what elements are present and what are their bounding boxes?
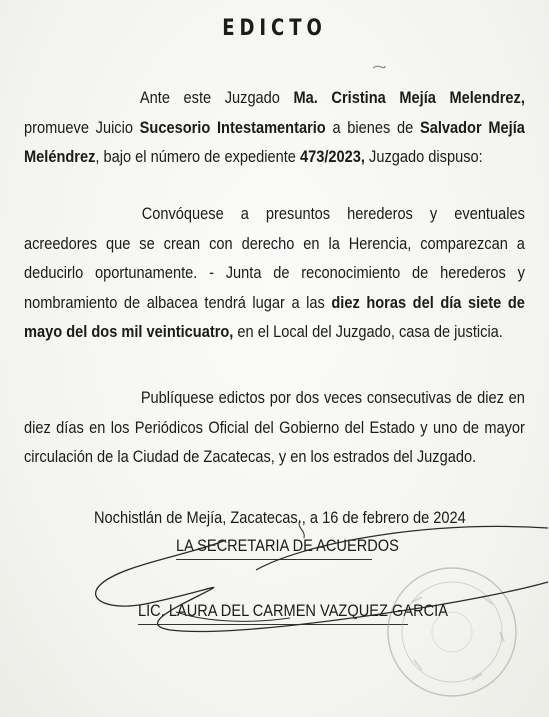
causante-name: Salvador Mejía Meléndrez xyxy=(24,118,525,166)
expediente-number: 473/2023, xyxy=(299,148,365,166)
signer-role: LA SECRETARIA DE ACUERDOS xyxy=(176,537,399,555)
text: Ante este Juzgado xyxy=(139,89,294,107)
juicio-type: Sucesorio Intestamentario xyxy=(139,118,326,137)
hearing-date: diez horas del día siete de mayo del dos mil veinticuatro, xyxy=(24,293,525,341)
text: Juzgado dispuso: xyxy=(364,148,483,166)
place-date: Nochistlán de Mejía, Zacatecas., a 16 de febrero de 2024 xyxy=(94,509,466,527)
text: promueve Juicio xyxy=(24,118,140,137)
promovente-name: Ma. Cristina Mejía Melendrez, xyxy=(293,89,525,107)
text: Convóquese a presuntos herederos y eventuales acreedores que se crean con derecho en la Herencia, comparezcan a deducirlo oportunamente. - Junta de reconocimiento de herederos y nombramiento de albacea tendrá lugar a las xyxy=(24,205,525,312)
signer-name: LIC. LAURA DEL CARMEN VAZQUEZ GARCIA xyxy=(138,602,448,620)
text: en el Local del Juzgado, casa de justicia. xyxy=(233,323,503,341)
text: , bajo el número de expediente xyxy=(95,148,300,166)
text: a bienes de xyxy=(325,118,420,137)
paragraph-publication: Publíquese edictos por dos veces consecutivas de diez en diez días en los Periódicos Oficial del Gobierno del Estado y uno de mayor circulación de la Ciudad de Zacatecas, y en los estrados del Juzgado. xyxy=(24,389,525,466)
document-title: EDICTO xyxy=(222,16,327,41)
